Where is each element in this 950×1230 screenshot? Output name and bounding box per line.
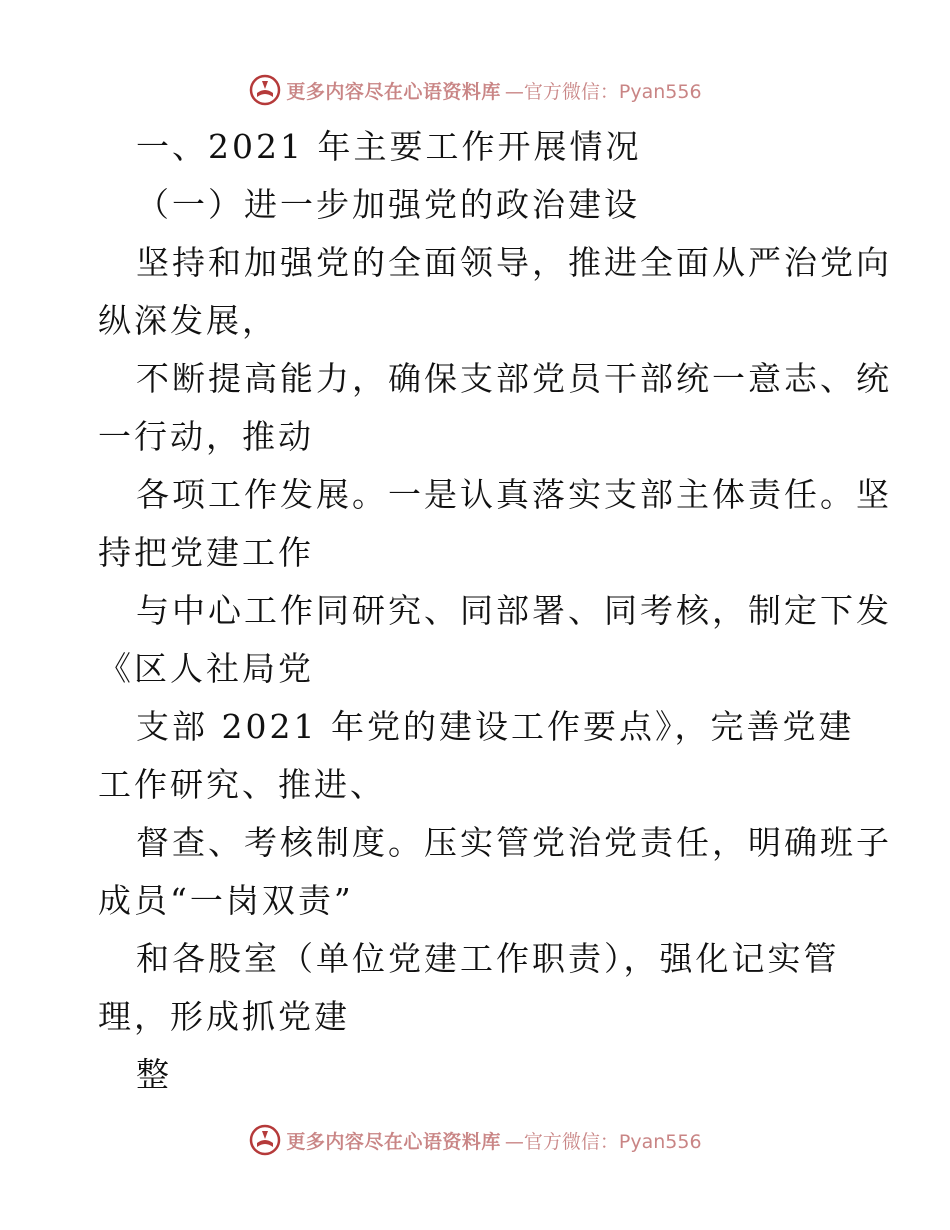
paragraph-line: 整 — [136, 1055, 172, 1094]
paragraph-line: 工作研究、推进、 — [98, 765, 386, 804]
header-watermark — [0, 70, 950, 110]
paragraph-line: 理，形成抓党建 — [98, 997, 350, 1036]
book-logo-icon — [248, 1123, 282, 1157]
subsection-heading: （一）进一步加强党的政治建设 — [136, 185, 640, 224]
paragraph-line: 纵深发展， — [98, 301, 278, 340]
watermark-main-text: 更多内容尽在心语资料库 — [286, 1130, 501, 1153]
paragraph-line: 各项工作发展。一是认真落实支部主体责任。坚 — [136, 475, 892, 514]
paragraph-line: 持把党建工作 — [98, 533, 314, 572]
paragraph-line: 和各股室（单位党建工作职责），强化记实管 — [136, 939, 840, 978]
watermark-wechat-text: —官方微信：Pyan556 — [504, 80, 702, 103]
paragraph-line: 不断提高能力，确保支部党员干部统一意志、统 — [136, 359, 892, 398]
paragraph-line: 与中心工作同研究、同部署、同考核，制定下发 — [136, 591, 892, 630]
paragraph-line: 成员“一岗双责” — [98, 881, 354, 920]
paragraph-line: 支部 2021 年党的建设工作要点》，完善党建 — [136, 707, 855, 746]
paragraph-line: 督查、考核制度。压实管党治党责任，明确班子 — [136, 823, 892, 862]
section-heading: 一、2021 年主要工作开展情况 — [136, 127, 642, 166]
watermark-wechat-text: —官方微信：Pyan556 — [504, 1130, 702, 1153]
paragraph-line: 一行动，推动 — [98, 417, 314, 456]
document-body — [98, 118, 892, 1104]
book-logo-icon — [248, 73, 282, 107]
paragraph-line: 坚持和加强党的全面领导，推进全面从严治党向 — [136, 243, 892, 282]
paragraph-line: 《区人社局党 — [98, 649, 314, 688]
watermark-main-text: 更多内容尽在心语资料库 — [286, 80, 501, 103]
footer-watermark — [0, 1120, 950, 1160]
